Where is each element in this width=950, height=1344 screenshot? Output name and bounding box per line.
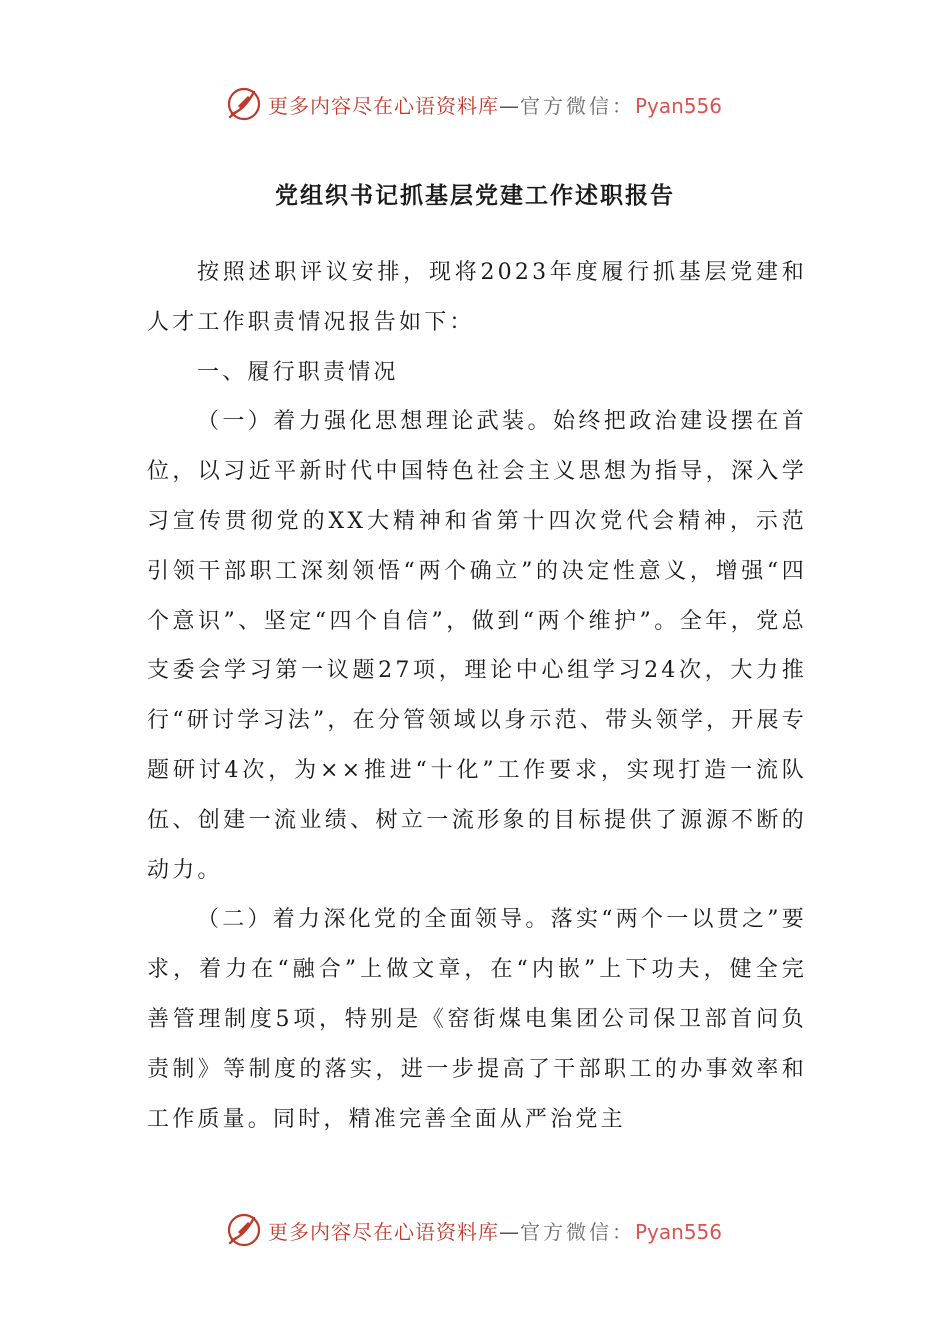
document-body (147, 248, 807, 1144)
watermark-wechat-label: 官方微信： (520, 1219, 635, 1244)
footer-watermark (224, 1210, 722, 1250)
watermark-main: 更多内容尽在心语资料库 (268, 1219, 499, 1244)
section-heading: 一、履行职责情况 (197, 359, 399, 385)
watermark-separator: — (499, 93, 520, 118)
paragraph-item-2: （二）着力深化党的全面领导。落实“两个一以贯之”要求，着力在“融合”上做文章，在“内嵌”上下功夫，健全完善管理制度5项，特别是《窑街煤电集团公司保卫部首问负责制》等制度的落实，进一步提高了干部职工的办事效率和工作质量。同时，精准完善全面从严治党主 (147, 907, 807, 1132)
watermark-separator: — (499, 1219, 520, 1244)
watermark-wechat-id: Pyan556 (635, 1219, 723, 1244)
watermark-text (268, 90, 722, 119)
watermark-wechat-id: Pyan556 (635, 93, 723, 118)
paragraph-item-1: （一）着力强化思想理论武装。始终把政治建设摆在首位，以习近平新时代中国特色社会主义思想为指导，深入学习宣传贯彻党的XX大精神和省第十四次党代会精神，示范引领干部职工深刻领悟“两个确立”的决定性意义，增强“四个意识”、坚定“四个自信”，做到“两个维护”。全年，党总支委会学习第一议题27项，理论中心组学习24次，大力推行“研讨学习法”，在分管领域以身示范、带头领学，开展专题研讨4次，为××推进“十化”工作要求，实现打造一流队伍、创建一流业绩、树立一流形象的目标提供了源源不断的动力。 (147, 409, 807, 883)
pen-nib-logo-icon (224, 84, 264, 124)
document-title: 党组织书记抓基层党建工作述职报告 (275, 182, 675, 209)
watermark-wechat-label: 官方微信： (520, 93, 635, 118)
watermark-main: 更多内容尽在心语资料库 (268, 93, 499, 118)
pen-nib-logo-icon (224, 1210, 264, 1250)
watermark-text (268, 1216, 722, 1245)
header-watermark (224, 84, 722, 124)
paragraph-intro: 按照述职评议安排，现将2023年度履行抓基层党建和人才工作职责情况报告如下： (147, 260, 807, 335)
